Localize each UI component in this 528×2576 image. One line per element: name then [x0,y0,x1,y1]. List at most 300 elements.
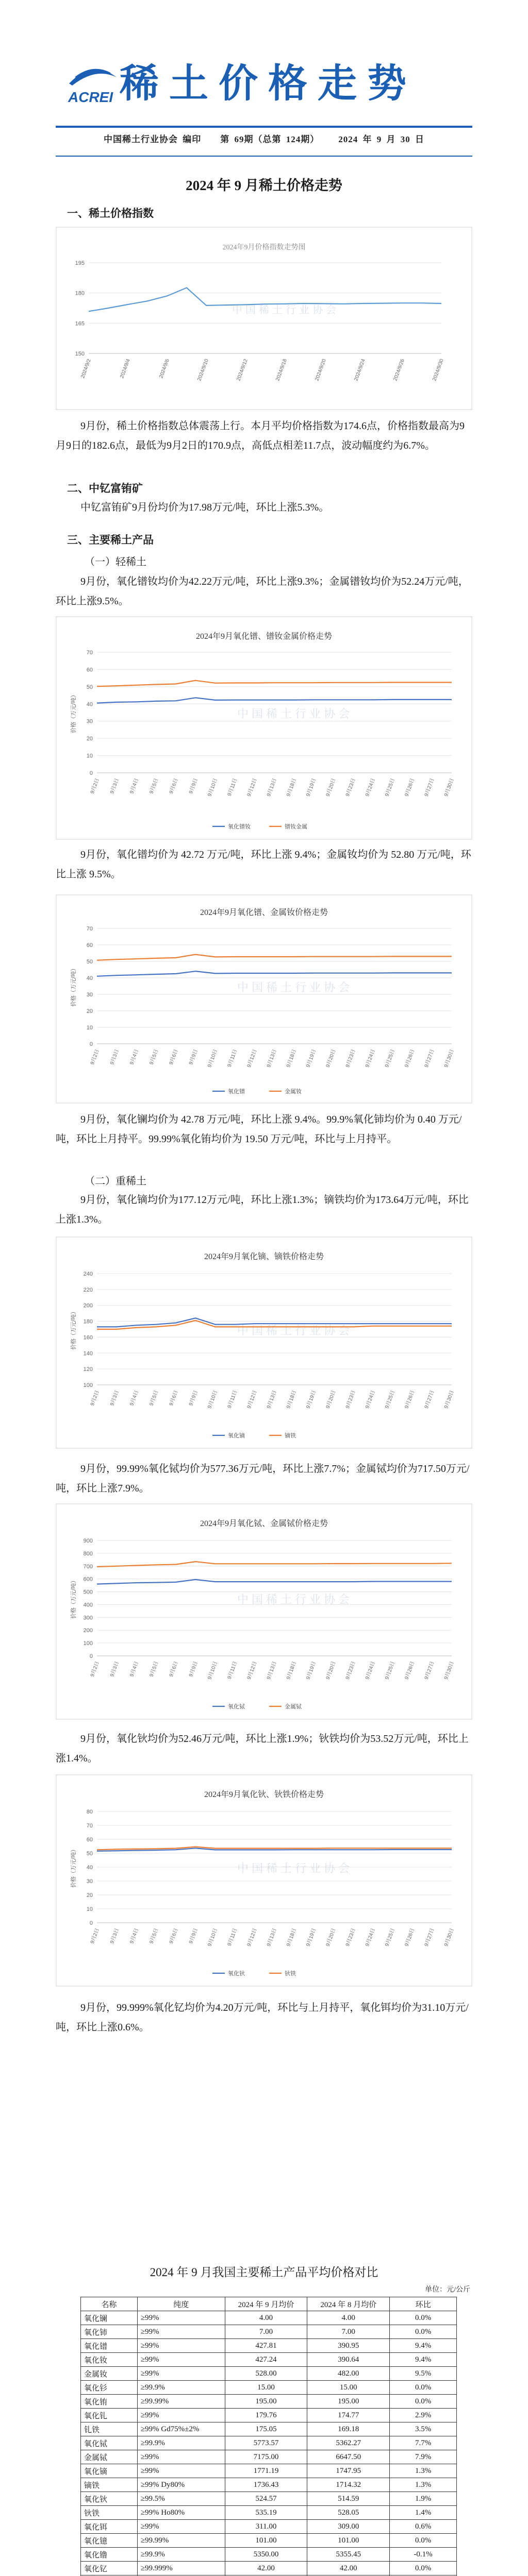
table-row [81,2381,457,2395]
y-tick-label: 50 [86,1851,93,1857]
cell-purity: ≥99.5% [137,2492,225,2506]
chart-prnd-svg [56,616,472,840]
y-tick-label: 20 [86,1008,93,1014]
cell-mom: 1.3% [390,2464,457,2478]
x-tick-label: 9月5日 [148,1660,160,1678]
y-tick-label: 60 [86,942,93,948]
section-text-index [56,416,472,455]
paragraph: 9月份，99.99%氧化铽均价为577.36万元/吨，环比上涨7.7%；金属铽均价为717.50万元/吨，环比上涨7.9%。 [56,1463,470,1494]
x-tick-label: 9月30日 [443,1048,455,1069]
legend-label: 氧化铽 [228,1704,245,1710]
x-tick-label: 2024/9/12 [236,358,249,382]
cell-mom: 0.0% [390,2325,457,2339]
cell-mom: 9.5% [390,2367,457,2381]
paragraph: 9月份，氧化镝均价为177.12万元/吨，环比上涨1.3%；镝铁均价为173.64万元/吨，环比上涨1.3%。 [56,1194,469,1225]
x-tick-label: 2024/9/30 [432,358,445,382]
logo-text: ACREI [68,89,113,105]
paragraph: 中钇富铕矿9月份均价为17.98万元/吨，环比上涨5.3%。 [80,502,329,513]
chart-title: 2024年9月氧化镨、金属钕价格走势 [200,908,328,917]
cell-name: 金属钕 [81,2367,138,2381]
y-tick-label: 400 [83,1602,93,1608]
cell-name: 金属铽 [81,2450,138,2464]
x-tick-label: 9月27日 [423,1048,436,1069]
x-tick-label: 9月3日 [109,777,121,795]
publisher: 中国稀土行业协会 [104,134,178,144]
x-tick-label: 2024/9/4 [119,358,131,379]
x-tick-label: 9月27日 [423,1660,436,1681]
cell-purity: ≥99.9% [137,2381,225,2395]
y-tick-label: 200 [83,1302,93,1309]
cell-sep: 179.76 [225,2409,307,2422]
section-text-prnd [56,572,472,611]
x-tick-label: 9月19日 [305,1927,318,1947]
table-row [81,2478,457,2492]
x-tick-label: 9月25日 [384,1048,397,1069]
chart-price-index-svg [56,227,472,410]
cell-sep: 5773.57 [225,2436,307,2450]
y-tick-label: 10 [86,753,93,759]
cell-purity: ≥99% Ho80% [137,2506,225,2520]
cell-purity: ≥99.99% [137,2395,225,2409]
x-tick-label: 9月10日 [207,1048,219,1069]
legend-label: 氧化镨 [228,1089,245,1095]
x-tick-label: 9月4日 [129,777,140,795]
table-row [81,2339,457,2353]
cell-name: 氧化钬 [81,2492,138,2506]
y-tick-label: 100 [83,1640,93,1647]
y-tick-label: 0 [89,1920,93,1926]
section-heading-index: 一、稀土价格指数 [67,207,154,219]
y-tick-label: 500 [83,1589,93,1596]
cell-mom: -0.1% [390,2548,457,2562]
y-tick-label: 50 [86,684,93,690]
x-tick-label: 9月12日 [246,1389,258,1410]
x-tick-label: 9月30日 [443,1389,455,1410]
x-tick-label: 9月30日 [443,1927,455,1947]
x-tick-label: 9月23日 [344,1927,357,1947]
subsection-heavy: （二）重稀土 [85,1176,146,1187]
y-tick-label: 70 [86,650,93,656]
x-tick-label: 9月24日 [365,1389,376,1410]
x-tick-label: 9月24日 [365,1048,376,1069]
table-row [81,2422,457,2436]
cell-mom: 0.0% [390,2311,457,2325]
cell-sep: 5350.00 [225,2548,307,2562]
x-tick-label: 9月4日 [129,1048,140,1066]
x-tick-label: 9月9日 [188,1048,199,1066]
x-tick-label: 9月6日 [168,1927,179,1945]
cell-aug: 1714.32 [307,2478,390,2492]
x-tick-label: 9月25日 [384,1927,397,1947]
x-tick-label: 9月6日 [168,1048,179,1066]
cell-sep: 535.19 [225,2506,307,2520]
table-row [81,2436,457,2450]
chart-pr-nd [56,894,472,1104]
section-text-dy [56,1190,472,1229]
cell-sep: 101.00 [225,2534,307,2548]
table-row [81,2325,457,2339]
cell-aug: 482.00 [307,2367,390,2381]
cell-name: 氧化镧 [81,2311,138,2325]
cell-name: 氧化镝 [81,2464,138,2478]
x-tick-label: 9月11日 [226,1048,239,1068]
cell-mom: 0.0% [390,2381,457,2395]
x-tick-label: 9月10日 [207,1927,219,1947]
x-tick-label: 2024/9/20 [314,358,327,382]
cell-aug: 169.18 [307,2422,390,2436]
section-text-la-ce-eu [56,1110,472,1149]
header-sep: 2024 年 9 月均价 [225,2297,307,2311]
cell-purity: ≥99% [137,2311,225,2325]
cell-aug: 1747.95 [307,2464,390,2478]
y-axis-label: 价格（万元/吨） [71,1308,77,1350]
x-tick-label: 9月26日 [404,777,416,798]
chart-title: 2024年9月氧化镝、镝铁价格走势 [204,1252,324,1261]
x-tick-label: 9月25日 [384,1660,397,1681]
cell-name: 氧化钕 [81,2353,138,2367]
x-tick-label: 9月9日 [188,1389,199,1407]
masthead [0,0,528,165]
y-tick-label: 100 [83,1382,93,1388]
y-tick-label: 70 [86,926,93,932]
y-tick-label: 10 [86,1906,93,1912]
legend-label: 金属钕 [285,1089,302,1095]
y-tick-label: 240 [83,1271,93,1277]
table-row [81,2492,457,2506]
chart-dy-svg [56,1236,472,1449]
chart-watermark: 中国稀土行业协会 [237,981,353,994]
y-tick-label: 30 [86,1878,93,1885]
legend-label: 氧化镝 [228,1433,245,1439]
table-row [81,2520,457,2534]
masthead-meta [56,132,472,145]
section-text-pr-nd [56,845,472,884]
cell-name: 氧化铽 [81,2436,138,2450]
paragraph: 9月份，氧化镨钕均价为42.22万元/吨，环比上涨9.3%；金属镨钕均价为52.24万元/吨，环比上涨9.5%。 [56,576,469,607]
y-tick-label: 700 [83,1563,93,1570]
paragraph: 9月份，稀土价格指数总体震荡上行。本月平均价格指数为174.6点，价格指数最高为9月9日的182.6点，最低为9月2日的170.9点，高低点相差11.7点，波动幅度约为6.7%。 [56,420,465,451]
cell-aug: 5355.45 [307,2548,390,2562]
legend-label: 氧化镨钕 [228,824,251,830]
x-tick-label: 9月13日 [266,1660,278,1681]
chart-frame [56,895,472,1103]
legend-label: 镨钕金属 [285,824,307,830]
x-tick-label: 9月6日 [168,1660,179,1678]
cell-mom: 0.0% [390,2562,457,2575]
x-tick-label: 9月11日 [226,1927,239,1947]
y-tick-label: 70 [86,1823,93,1829]
x-tick-label: 9月26日 [404,1048,416,1069]
chart-prnd [56,616,472,840]
section-heading-products: 三、主要稀土产品 [67,534,154,546]
chart-title: 2024年9月价格指数走势图 [222,244,306,251]
acrei-logo-icon [65,62,121,109]
x-tick-label: 9月9日 [188,1927,199,1945]
chart-watermark: 中国稀土行业协会 [237,1593,353,1606]
x-tick-label: 9月18日 [286,777,298,798]
legend-label: 钬铁 [285,1971,296,1977]
x-tick-label: 9月27日 [423,777,436,798]
x-tick-label: 9月13日 [266,777,278,798]
section-text-ore [56,498,472,517]
x-tick-label: 9月19日 [305,1048,318,1069]
chart-tb [56,1503,472,1720]
cell-sep: 195.00 [225,2395,307,2409]
paragraph: 9月份，氧化镧均价为 42.78 万元/吨，环比上涨 9.4%。99.9%氧化铈均价为 0.40 万元/吨，环比上月持平。99.99%氧化铕均价为 19.50 万元/吨，环比与上月持平。 [56,1114,462,1145]
y-tick-label: 300 [83,1615,93,1621]
cell-name: 镝铁 [81,2478,138,2492]
cell-mom: 0.0% [390,2534,457,2548]
chart-frame [56,1775,472,1986]
cell-sep: 7.00 [225,2325,307,2339]
cell-mom: 1.4% [390,2506,457,2520]
table-unit: 单位：元/公斤 [425,2286,470,2294]
masthead-title: 稀土价格走势 [120,62,417,106]
y-tick-label: 180 [83,1318,93,1325]
x-tick-label: 9月5日 [148,1927,160,1945]
cell-mom: 0.6% [390,2520,457,2534]
table-body [81,2311,457,2576]
masthead-rule-top [56,126,472,128]
x-tick-label: 9月10日 [207,1660,219,1681]
x-tick-label: 2024/9/10 [196,358,210,382]
y-tick-label: 10 [86,1025,93,1031]
cell-mom: 9.4% [390,2353,457,2367]
cell-purity: ≥99% [137,2353,225,2367]
cell-aug: 4.00 [307,2311,390,2325]
header-name: 名称 [81,2297,138,2311]
x-tick-label: 9月3日 [109,1048,121,1066]
y-tick-label: 20 [86,736,93,742]
x-tick-label: 9月20日 [325,1660,337,1681]
x-tick-label: 9月10日 [207,1389,219,1410]
cell-sep: 4.00 [225,2311,307,2325]
x-tick-label: 9月3日 [109,1927,121,1945]
y-tick-label: 30 [86,992,93,998]
cell-purity: ≥99% Dy80% [137,2478,225,2492]
x-tick-label: 9月18日 [286,1927,298,1947]
issue-number: 第 69期（总第 124期） [220,134,320,144]
cell-sep: 524.57 [225,2492,307,2506]
cell-sep: 15.00 [225,2381,307,2395]
cell-sep: 175.05 [225,2422,307,2436]
x-tick-label: 9月9日 [188,1660,199,1678]
x-tick-label: 9月30日 [443,1660,455,1681]
y-tick-label: 800 [83,1550,93,1557]
cell-aug: 101.00 [307,2534,390,2548]
x-tick-label: 9月2日 [89,1048,101,1066]
x-tick-label: 9月4日 [129,1660,140,1678]
x-tick-label: 2024/9/18 [275,358,288,382]
x-tick-label: 9月11日 [226,1660,239,1680]
chart-dy [56,1236,472,1449]
x-tick-label: 9月23日 [344,777,357,798]
x-tick-label: 9月18日 [286,1048,298,1069]
chart-watermark: 中国稀土行业协会 [232,304,339,316]
x-tick-label: 9月23日 [344,1660,357,1681]
cell-mom: 3.5% [390,2422,457,2436]
y-axis-label: 价格（万元/吨） [71,1577,77,1619]
cell-name: 氧化钆 [81,2409,138,2422]
cell-aug: 390.95 [307,2339,390,2353]
table-row [81,2395,457,2409]
legend-label: 镝铁 [285,1433,296,1439]
cell-name: 氧化镱 [81,2534,138,2548]
y-axis-label: 价格（万元/吨） [71,691,77,734]
x-tick-label: 9月19日 [305,777,318,798]
y-tick-label: 160 [83,1334,93,1341]
cell-aug: 6647.50 [307,2450,390,2464]
x-tick-label: 9月2日 [89,1389,101,1407]
x-tick-label: 9月13日 [266,1048,278,1069]
cell-purity: ≥99.99% [137,2534,225,2548]
cell-purity: ≥99.999% [137,2562,225,2575]
cell-mom: 1.3% [390,2478,457,2492]
x-tick-label: 9月5日 [148,1048,160,1066]
x-tick-label: 9月4日 [129,1389,140,1407]
y-tick-label: 600 [83,1576,93,1583]
x-tick-label: 9月24日 [365,777,376,798]
x-tick-label: 2024/9/2 [80,358,92,379]
cell-name: 氧化镥 [81,2548,138,2562]
table-row [81,2464,457,2478]
y-tick-label: 180 [75,290,85,297]
x-tick-label: 9月5日 [148,1389,160,1407]
cell-sep: 311.00 [225,2520,307,2534]
y-tick-label: 20 [86,1892,93,1899]
y-tick-label: 40 [86,701,93,708]
chart-frame [56,1237,472,1448]
x-tick-label: 9月2日 [89,1927,101,1945]
cell-name: 氧化钇 [81,2562,138,2575]
section-text-y-er [56,1998,472,2037]
y-tick-label: 900 [83,1538,93,1544]
cell-mom: 1.9% [390,2492,457,2506]
cell-purity: ≥99% [137,2339,225,2353]
cell-purity: ≥99% [137,2520,225,2534]
chart-frame [56,1504,472,1719]
y-tick-label: 120 [83,1366,93,1373]
x-tick-label: 9月23日 [344,1389,357,1410]
issue-date: 2024 年 9 月 30 日 [338,134,424,144]
x-tick-label: 9月6日 [168,777,179,795]
table-row [81,2506,457,2520]
header-mom: 环比 [390,2297,457,2311]
y-tick-label: 60 [86,1837,93,1843]
cell-aug: 528.05 [307,2506,390,2520]
x-tick-label: 9月9日 [188,777,199,795]
price-table [80,2297,457,2576]
x-tick-label: 9月2日 [89,1660,101,1678]
table-row [81,2450,457,2464]
section-text-ho [56,1729,472,1768]
table-row [81,2367,457,2381]
header-purity: 纯度 [137,2297,225,2311]
x-tick-label: 9月5日 [148,777,160,795]
x-tick-label: 9月10日 [207,777,219,798]
x-tick-label: 9月19日 [305,1389,318,1410]
y-tick-label: 80 [86,1809,93,1815]
section-text-tb [56,1459,472,1498]
chart-title: 2024年9月氧化镨、镨钕金属价格走势 [195,632,333,641]
cell-purity: ≥99% [137,2325,225,2339]
cell-name: 氧化铕 [81,2395,138,2409]
x-tick-label: 9月20日 [325,777,337,798]
section-heading-ore: 二、中钇富铕矿 [67,482,143,495]
y-tick-label: 30 [86,718,93,725]
x-tick-label: 9月25日 [384,1389,397,1410]
chart-frame [56,227,472,410]
x-tick-label: 9月26日 [404,1389,416,1410]
cell-mom: 7.7% [390,2436,457,2450]
table-row [81,2353,457,2367]
cell-name: 氧化钐 [81,2381,138,2395]
table-title: 2024 年 9 月我国主要稀土产品平均价格对比 [150,2266,378,2279]
cell-aug: 15.00 [307,2381,390,2395]
x-tick-label: 9月27日 [423,1927,436,1947]
x-tick-label: 9月13日 [266,1927,278,1947]
cell-purity: ≥99% [137,2367,225,2381]
x-tick-label: 9月11日 [226,777,239,797]
table-row [81,2562,457,2575]
cell-purity: ≥99% [137,2450,225,2464]
x-tick-label: 9月2日 [89,777,101,795]
cell-mom: 2.9% [390,2409,457,2422]
x-tick-label: 9月25日 [384,777,397,798]
x-tick-label: 2024/9/26 [392,358,406,382]
y-tick-label: 150 [75,351,85,357]
legend-label: 氧化钬 [228,1971,245,1977]
cell-aug: 7.00 [307,2325,390,2339]
masthead-rule-bottom [56,156,472,157]
y-tick-label: 200 [83,1628,93,1634]
x-tick-label: 9月19日 [305,1660,318,1681]
cell-sep: 427.24 [225,2353,307,2367]
cell-mom: 7.9% [390,2450,457,2464]
y-tick-label: 60 [86,667,93,673]
cell-aug: 309.00 [307,2520,390,2534]
cell-sep: 528.00 [225,2367,307,2381]
x-tick-label: 9月13日 [266,1389,278,1410]
acrei-logo [65,62,121,109]
x-tick-label: 9月20日 [325,1389,337,1410]
x-tick-label: 2024/9/24 [353,358,367,382]
cell-aug: 5362.27 [307,2436,390,2450]
chart-watermark: 中国稀土行业协会 [237,707,353,720]
cell-aug: 174.77 [307,2409,390,2422]
legend-label: 金属铽 [285,1704,302,1710]
x-tick-label: 9月24日 [365,1660,376,1681]
chart-ho [56,1774,472,1987]
cell-name: 氧化铒 [81,2520,138,2534]
x-tick-label: 9月3日 [109,1660,121,1678]
cell-sep: 1771.19 [225,2464,307,2478]
cell-aug: 195.00 [307,2395,390,2409]
table-row [81,2534,457,2548]
x-tick-label: 9月6日 [168,1389,179,1407]
cell-purity: ≥99% [137,2409,225,2422]
x-tick-label: 9月12日 [246,777,258,798]
x-tick-label: 2024/9/6 [158,358,171,379]
edit-label: 编印 [183,134,202,144]
cell-sep: 1736.43 [225,2478,307,2492]
x-tick-label: 9月23日 [344,1048,357,1069]
y-tick-label: 195 [75,260,85,266]
chart-pr-nd-svg [56,894,472,1104]
y-tick-label: 0 [89,770,93,776]
paragraph: 9月份，氧化镨均价为 42.72 万元/吨，环比上涨 9.4%；金属钕均价为 52.80 万元/吨，环比上涨 9.5%。 [56,849,471,880]
y-tick-label: 40 [86,975,93,981]
